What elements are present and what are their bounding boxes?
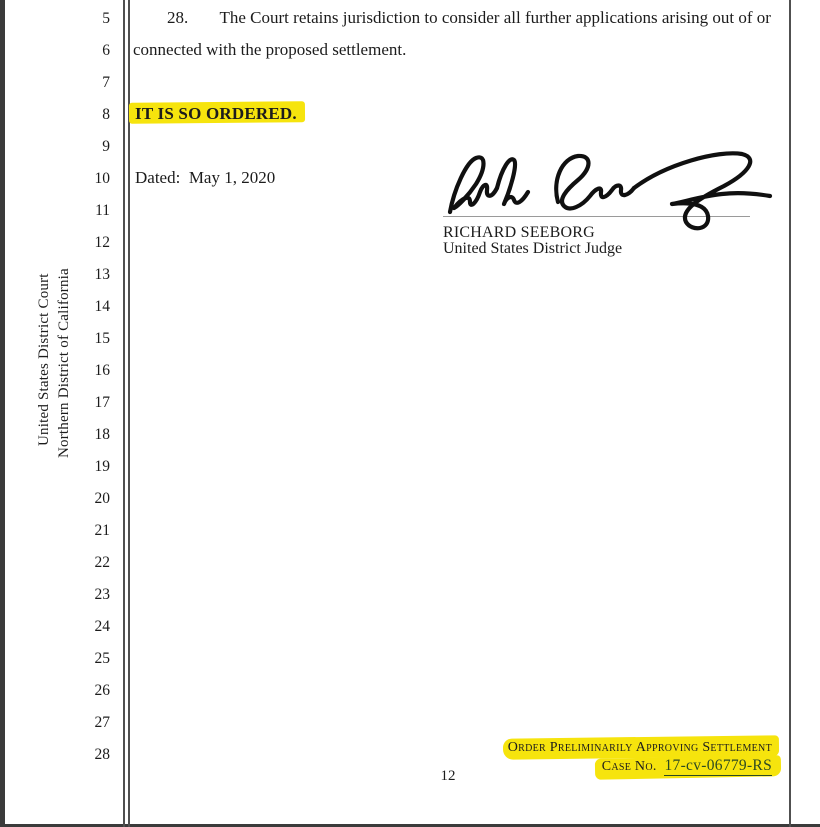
- footer-order-title: Order Preliminarily Approving Settlement: [507, 740, 772, 755]
- line-number: 8: [102, 106, 110, 123]
- judge-signature-image: [440, 146, 775, 238]
- line-number: 24: [94, 618, 110, 635]
- line-number: 5: [102, 10, 110, 27]
- line-number: 25: [94, 650, 110, 667]
- line-number: 26: [94, 682, 110, 699]
- line-number: 12: [94, 234, 110, 251]
- paragraph-28-line1: [133, 7, 785, 29]
- paragraph-number: 28.: [167, 8, 189, 27]
- vertical-caption-court: United States District Court: [36, 273, 52, 446]
- page-number: 12: [440, 768, 456, 784]
- right-margin-rule: [789, 0, 791, 827]
- case-number-label: Case No.: [601, 759, 657, 774]
- line-number: 23: [94, 586, 110, 603]
- paragraph-text: The Court retains jurisdiction to consider all further applications arising out of or: [219, 8, 771, 27]
- dated-line: Dated: May 1, 2020: [135, 168, 276, 187]
- line-number: 10: [94, 170, 110, 187]
- line-number: 9: [102, 138, 110, 155]
- vertical-caption-district: Northern District of California: [56, 268, 72, 458]
- judge-title: United States District Judge: [443, 240, 623, 257]
- footer-case-line: [602, 757, 772, 775]
- line-number: 14: [94, 298, 110, 315]
- line-number: 20: [94, 490, 110, 507]
- so-ordered-line: [135, 104, 297, 124]
- line-number: 17: [94, 394, 110, 411]
- pleading-rule-outer: [123, 0, 125, 827]
- line-number: 28: [94, 746, 110, 763]
- line-number: 19: [94, 458, 110, 475]
- line-number: 11: [95, 202, 110, 219]
- line-number: 15: [94, 330, 110, 347]
- left-edge-bar: [0, 0, 5, 827]
- case-number-link[interactable]: 17-cv-06779-RS: [664, 757, 772, 774]
- line-number: 6: [102, 42, 110, 59]
- line-number: 16: [94, 362, 110, 379]
- line-number: 22: [94, 554, 110, 571]
- pleading-rule-inner: [128, 0, 130, 827]
- line-number: 27: [94, 714, 110, 731]
- line-number: 21: [94, 522, 110, 539]
- line-number: 7: [102, 74, 110, 91]
- paragraph-28-line2: connected with the proposed settlement.: [133, 40, 407, 59]
- line-number: 13: [94, 266, 110, 283]
- judge-name: RICHARD SEEBORG: [443, 224, 595, 241]
- line-number: 18: [94, 426, 110, 443]
- so-ordered-period: .: [292, 104, 297, 123]
- so-ordered-text: IT IS SO ORDERED: [135, 104, 293, 123]
